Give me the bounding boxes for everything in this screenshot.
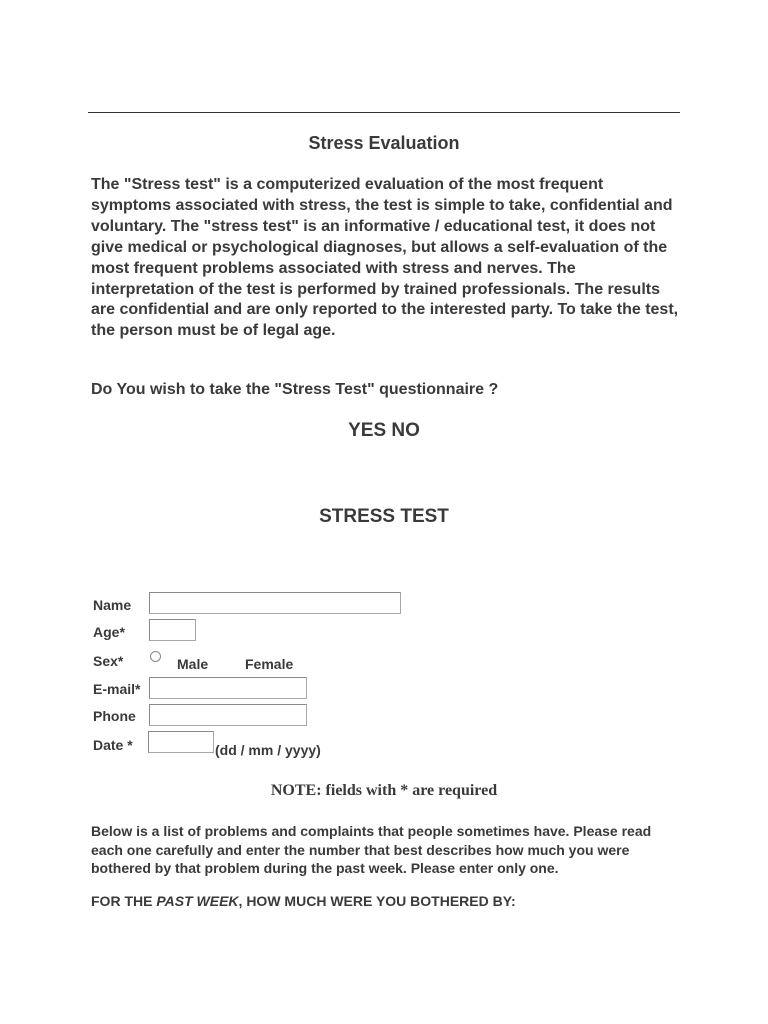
- intro-paragraph: The "Stress test" is a computerized evaluation of the most frequent symptoms associated with stress, the test is simple to take, confidential and voluntary. The "stress test" is an informative / educational test, it does not give medical or psychological diagnoses, but allows a self-evaluation of the most frequent problems associated with stress and nerves. The interpretation of the test is performed by trained professionals. The results are confidential and are only reported to the interested party. To take the test, the person must be of legal age.: [91, 176, 679, 340]
- sex-radio-button[interactable]: [150, 651, 161, 662]
- date-field[interactable]: [148, 731, 214, 753]
- required-fields-note: NOTE: fields with * are required: [270, 782, 498, 799]
- page-title: Stress Evaluation: [308, 133, 460, 153]
- age-label: Age*: [93, 624, 125, 640]
- take-test-question: Do You wish to take the "Stress Test" questionnaire ?: [91, 381, 499, 398]
- email-field[interactable]: [149, 677, 307, 699]
- name-field[interactable]: [149, 592, 401, 614]
- date-label: Date *: [93, 737, 133, 753]
- name-label: Name: [93, 597, 132, 613]
- phone-field[interactable]: [149, 704, 307, 726]
- instructions-paragraph: Below is a list of problems and complaints that people sometimes have. Please read each one carefully and enter the number that best describes how much you were bothered by that problem during the past week. Please enter only one.: [91, 823, 652, 877]
- top-divider: [88, 112, 680, 113]
- date-format-hint: (dd / mm / yyyy): [215, 742, 321, 758]
- no-link[interactable]: NO: [391, 420, 420, 441]
- yes-no-choice: [88, 420, 680, 442]
- yes-link[interactable]: YES: [348, 420, 387, 441]
- email-label: E-mail*: [93, 681, 141, 697]
- past-week-emphasis: PAST WEEK: [156, 893, 239, 909]
- sex-option-female[interactable]: Female: [245, 656, 294, 672]
- sex-option-male[interactable]: Male: [177, 656, 209, 672]
- past-week-suffix: , HOW MUCH WERE YOU BOTHERED BY:: [238, 893, 516, 909]
- past-week-prefix: FOR THE: [91, 893, 157, 909]
- stress-test-title: STRESS TEST: [319, 506, 449, 527]
- past-week-heading: [91, 893, 516, 909]
- age-field[interactable]: [149, 619, 196, 641]
- sex-label: Sex*: [93, 653, 124, 669]
- phone-label: Phone: [93, 708, 136, 724]
